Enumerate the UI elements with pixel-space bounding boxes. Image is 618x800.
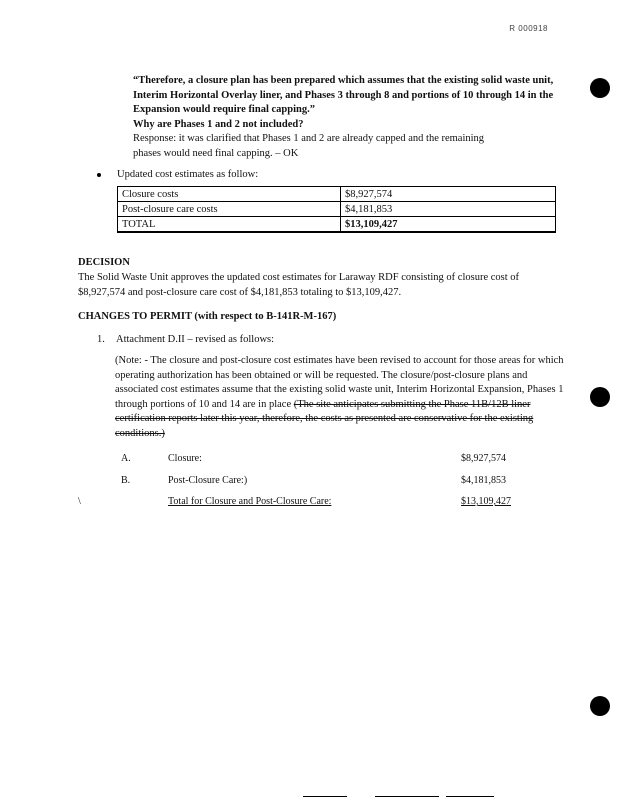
footer-rule xyxy=(303,796,347,797)
decision-heading: DECISION xyxy=(78,257,130,268)
item-number: 1. xyxy=(97,334,105,345)
cost-label: Post-closure care costs xyxy=(118,202,341,217)
note-text: (Note: - The closure and post-closure cost estimates have been revised to account for those areas for which operating authorization has been obtained or will be requested. The closure/post-closure plans and associated cost estimates assume that the existing solid waste unit, Interim Horizontal Expansion, Phases 1 through portions of 10 and 14 are in place xyxy=(115,355,564,410)
margin-mark: \ xyxy=(78,496,81,507)
revision-note xyxy=(115,354,565,441)
grand-total-amount: $13,109,427 xyxy=(461,496,511,507)
cost-amount: $4,181,853 xyxy=(341,202,556,217)
item-amount: $4,181,853 xyxy=(461,475,506,486)
punch-hole-bottom xyxy=(590,696,610,716)
cost-label: Closure costs xyxy=(118,187,341,202)
response-line-1: Response: it was clarified that Phases 1 and 2 are already capped and the remaining xyxy=(133,133,485,144)
bullet-icon xyxy=(97,173,101,177)
grand-total-label: Total for Closure and Post-Closure Care: xyxy=(168,496,332,507)
table-row xyxy=(118,187,556,202)
question-block xyxy=(133,74,563,161)
footer-rule xyxy=(375,796,439,797)
cost-amount: $8,927,574 xyxy=(341,187,556,202)
total-label: TOTAL xyxy=(118,217,341,233)
item-letter: B. xyxy=(121,475,131,486)
cost-intro: Updated cost estimates as follow: xyxy=(117,169,259,180)
changes-heading: CHANGES TO PERMIT (with respect to B-141R-M-167) xyxy=(78,311,337,322)
cost-table xyxy=(117,186,556,233)
bates-number: R 000918 xyxy=(509,24,548,33)
item-amount: $8,927,574 xyxy=(461,453,506,464)
item-label: Closure: xyxy=(168,453,202,464)
item-letter: A. xyxy=(121,453,131,464)
response-line-2: phases would need final capping. – OK xyxy=(133,147,299,159)
item-label: Post-Closure Care:) xyxy=(168,475,248,486)
footer-rule xyxy=(446,796,494,797)
question-quote: “Therefore, a closure plan has been prepared which assumes that the existing solid waste unit, Interim Horizontal Overlay liner, and Phases 3 through 8 and portions of 10 through 14 in the Expansion would require final capping.” xyxy=(133,75,554,115)
decision-body: The Solid Waste Unit approves the updated cost estimates for Laraway RDF consisting of closure cost of $8,927,574 and post-closure care cost of $4,181,853 totaling to $13,109,427. xyxy=(78,272,520,298)
note-struck-text: (The site anticipates submitting the Phase 11B/12B liner certification reports later this year, therefore, the costs as presented are conservative for the existing conditions.) xyxy=(115,398,534,439)
table-row-total xyxy=(118,217,556,233)
punch-hole-middle xyxy=(590,387,610,407)
question-ask: Why are Phases 1 and 2 not included? xyxy=(133,118,304,130)
punch-hole-top xyxy=(590,78,610,98)
total-amount: $13,109,427 xyxy=(341,217,556,233)
item-text: Attachment D.II – revised as follows: xyxy=(116,334,275,345)
table-row xyxy=(118,202,556,217)
